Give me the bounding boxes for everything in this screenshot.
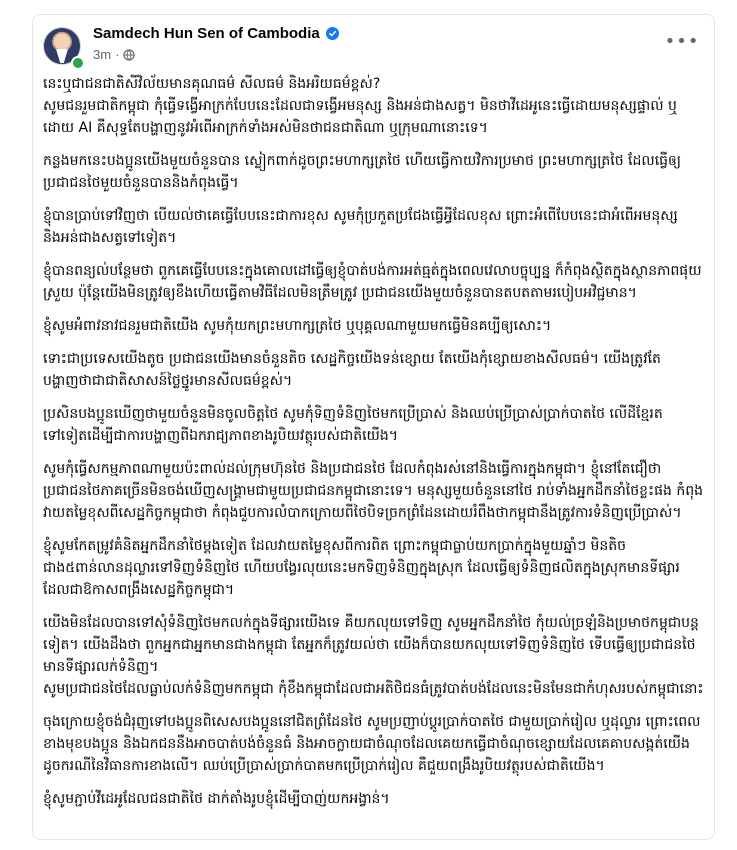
post-paragraph: ខ្ញុំសូមអំពាវនាវជនរួមជាតិយើង សូមកុំយកព្រះមហាក្សត្រថៃ ឬបុគ្គលណាមួយមកធ្វើមិនគប្បីឲ្យសោះ។ [43,318,552,334]
author-name-row [93,25,339,42]
post-paragraph: កន្លងមកនេះបងប្អូនយើងមួយចំនួនបាន ស្លៀកពាក់ដូចព្រះមហាក្សត្រថៃ ហើយធ្វើកាយវិការប្រមាថ ព្រះមហាក្សត្រថៃ ដែលធ្វើឲ្យប្រជាជនថៃមួយចំនួនបាននិងកំពុងធ្វើ។ [43,153,682,191]
post-paragraph: ខ្ញុំបានពន្យល់បន្ថែមថា ពួកគេធ្វើបែបនេះក្នុងគោលដៅធ្វើឲ្យខ្ញុំបាត់បង់ការអត់ធ្មត់ក្នុងពេលវេលាបច្ចុប្បន្ន ក៏កំពុងស្ថិតក្នុងស្ថានភាពផុយស្រួយ ប៉ុន្តែយើងមិនត្រូវឲ្យខឹងហើយធ្វើតាមវិធីដែលមិនត្រឹមត្រូវ ប្រជាជនយើងមួយចំនួនបានតបតតាមរបៀបអវិជ្ជមាន។ [43,263,702,301]
post-paragraph: ខ្ញុំបានប្រាប់ទៅវិញថា បើយល់ថាគេធ្វើបែបនេះជាការខុស សូមកុំប្រកួតប្រជែងធ្វើអ្វីដែលខុស ព្រោះអំពើបែបនេះជាអំពើអមនុស្ស និងអន់ជាងសត្វទៅទៀត។ [43,208,678,246]
online-status-dot [71,56,85,70]
post-body [43,73,704,821]
post-header [43,25,704,71]
post-paragraph: នេះឬជាជនជាតិសីវិល័យមានគុណធម៌ សីលធម៌ និងអរិយធម៌ខ្ពស់? សូមជនរួមជាតិកម្ពុជា កុំធ្វើទង្វើអាក្រក់បែបនេះដែលជាទង្វើអមនុស្ស និងអន់ជាងសត្វ។ មិនថាវីដេអូនេះធ្វើដោយមនុស្សផ្ទាល់ ឬដោយ AI គឺសុទ្ធតែបង្ហាញនូវអំពើអាក្រក់ទាំងអស់មិនថាជនជាតិណា ឬក្រុមណានោះទេ។ [43,76,677,136]
post-paragraph: ខ្ញុំសូមកែតម្រូវគំនិតអ្នកដឹកនាំថៃម្តងទៀត ដែលវាយតម្លៃខុសពីការពិត ព្រោះកម្ពុជាធ្លាប់យកប្រាក់ក្នុងមួយឆ្នាំៗ មិនតិចជាង៥ពាន់លានដុល្លារទៅទិញទំនិញថៃ ហើយបង្វែរលុយនេះមកទិញទំនិញក្នុងស្រុក ដែលធ្វើឲ្យទំនិញផលិតក្នុងស្រុកមានទីផ្សារដែលជាឱកាសពង្រឹងសេដ្ឋកិច្ចកម្ពុជា។ [43,538,680,598]
post-paragraph: យើងមិនដែលបានទៅសុំទំនិញថៃមកលក់ក្នុងទីផ្សារយើងទេ គឺយកលុយទៅទិញ សូមអ្នកដឹកនាំថៃ កុំយល់ច្រឡំនិងប្រមាថកម្ពុជាបន្តទៀត។ យើងដឹងថា ពួកអ្នកជាអ្នកមានជាងកម្ពុជា តែអ្នកក៏ត្រូវយល់ថា យើងក៏បានយកលុយទៅទិញទំនិញថៃ ទើបធ្វើឲ្យប្រជាជនថៃមានទីផ្សារលក់ទំនិញ។ សូមប្រជាជនថៃដែលធ្លាប់លក់ទំនិញមកកម្ពុជា កុំខឹងកម្ពុជាដែលជាអតិថិជនធំត្រូវបាត់បង់ដែលនេះមិនមែនជាកំហុសរបស់កម្ពុជានោះ [43,615,704,697]
facebook-post-card [32,14,715,840]
post-paragraph: សូមកុំធ្វើសកម្មភាពណាមួយប៉ះពាល់ដល់ក្រុមហ៊ុនថៃ និងប្រជាជនថៃ ដែលកំពុងរស់នៅនិងធ្វើការក្នុងកម្ពុជា។ ខ្ញុំនៅតែជឿថា ប្រជាជនថៃភាគច្រើនមិនចង់ឃើញសង្គ្រាមជាមួយប្រជាជនកម្ពុជានោះទេ។ មនុស្សមួយចំនួននៅថៃ រាប់ទាំងអ្នកដឹកនាំថៃខ្លះផង កំពុងវាយតម្លៃខុសពីសេដ្ឋកិច្ចកម្ពុជាថា កំពុងជួបការលំបាកក្រោយពីថៃបិទច្រកព្រំដែនដោយរំពឹងថាកម្ពុជានឹងត្រូវការទំនិញប្រើប្រាស់។ [43,461,704,521]
post-paragraph: ខ្ញុំសូមភ្ជាប់វីដេអូដែលជនជាតិថៃ ដាក់តាំងរូបខ្ញុំដើម្បីបាញ់យកអង្វាន់។ [43,791,390,807]
post-meta [93,47,135,62]
post-paragraph: ប្រសិនបងប្អូនឃើញថាមួយចំនួនមិនចូលចិត្តថៃ សូមកុំទិញទំនិញថៃមកប្រើប្រាស់ និងឈប់ប្រើប្រាស់ប្រាក់បាតថៃ លើដីខ្មែរតទៅទៀតដើម្បីជាការបង្ហាញពីឯករាជ្យភាពខាងរូបិយវត្ថុរបស់ជាតិយើង។ [43,406,663,444]
verified-badge-icon [326,27,339,40]
post-paragraph: ទោះជាប្រទេសយើងតូច ប្រជាជនយើងមានចំនួនតិច សេដ្ឋកិច្ចយើងទន់ខ្សោយ តែយើងកុំខ្សោយខាងសីលធម៌។ យើងត្រូវតែបង្ហាញថាជាជាតិសាសន៍ថ្លៃថ្នូរមានសីលធម៌ខ្ពស់។ [43,351,661,389]
more-options-icon[interactable]: ••• [664,30,700,52]
meta-separator: · [115,47,120,62]
author-name[interactable]: Samdech Hun Sen of Cambodia [93,25,320,42]
post-timestamp[interactable]: 3m [93,47,112,62]
post-paragraph: ចុងក្រោយខ្ញុំចង់ជំរុញទៅបងប្អូនពិសេសបងប្អូននៅជិតព្រំដែនថៃ សូមប្រញាប់ប្តូរប្រាក់បាតថៃ ជាមួយប្រាក់រៀល ឬដុល្លារ ព្រោះពេលខាងមុខបងប្អូន និងឯកជននឹងអាចបាត់បង់ចំនួនធំ និងអាចក្លាយជាចំណុចដែលគេយកធ្វើជាចំណុចខ្សោយដែលគេគាបសង្កត់យើង ដូចករណីនៃវិធានការខាងលើ។ ឈប់ប្រើប្រាស់ប្រាក់បាតមកប្រើប្រាក់រៀល គឺជួយពង្រឹងរូបិយវត្ថុរបស់ជាតិយើង។ [43,714,701,774]
globe-icon [123,49,135,61]
